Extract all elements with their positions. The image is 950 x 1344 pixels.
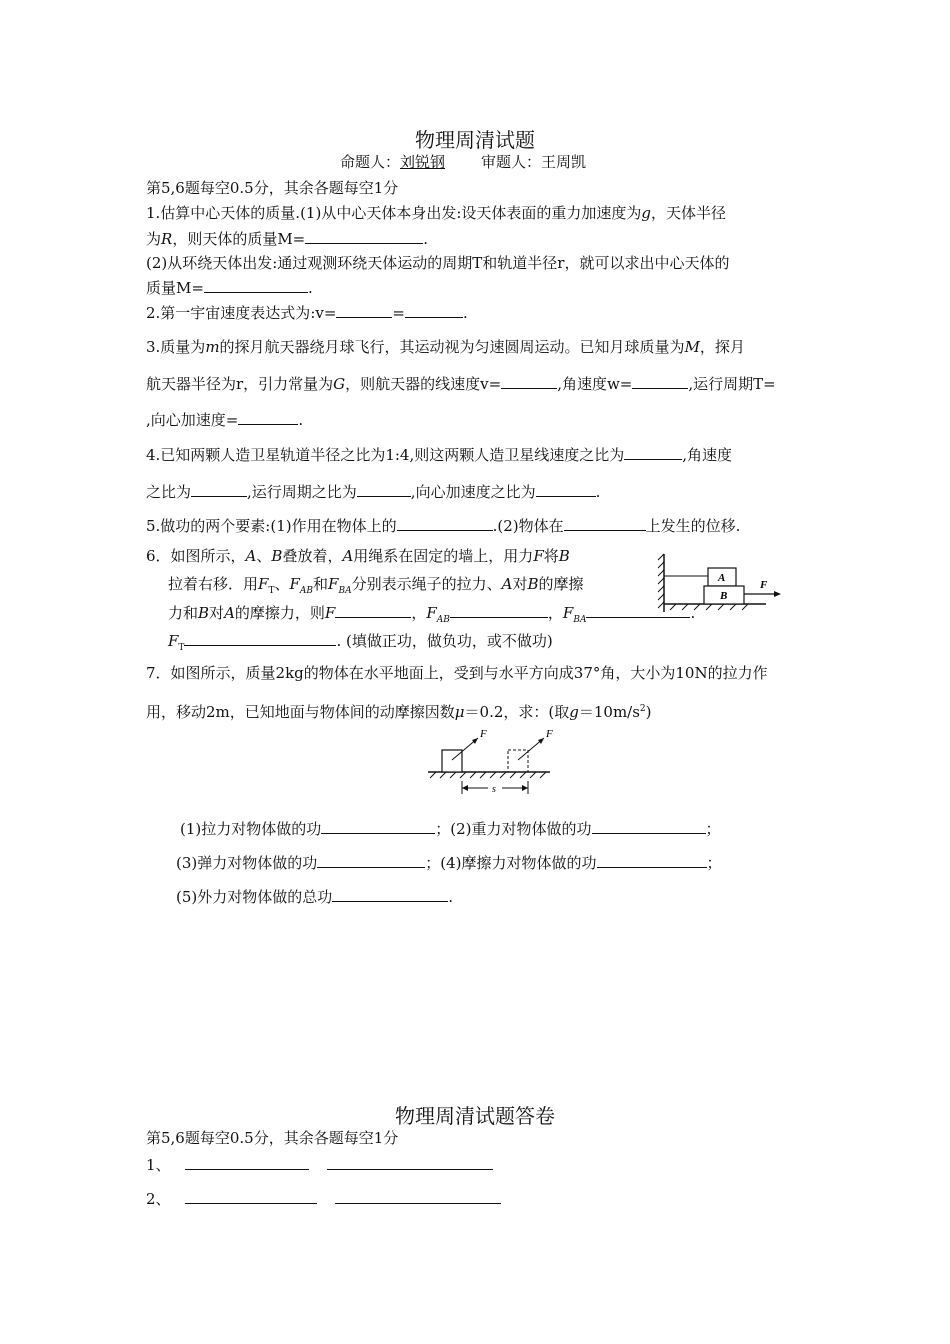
q7-blank-4[interactable] xyxy=(597,852,707,868)
answer-2-blank-1[interactable] xyxy=(185,1188,317,1204)
authors-line: 命题人：刘锐钢 审题人：王周凯 xyxy=(340,153,587,171)
q3-line2: 航天器半径为r，引力常量为G，则航天器的线速度v= ,角速度w= ,运行周期T= xyxy=(146,375,776,393)
q7-blank-3[interactable] xyxy=(317,852,425,868)
q6-line1: 6．如图所示，A、B叠放着，A用绳系在固定的墙上，用力F将B xyxy=(146,547,570,565)
q7-parts-12: (1)拉力对物体做的功 ；(2)重力对物体做的功 ； xyxy=(180,820,721,838)
block-b-label: B xyxy=(720,590,728,602)
q6-figure xyxy=(656,552,786,616)
q7-block-start xyxy=(442,750,462,772)
q6-line4: $F_T$ . (填做正功，做负功，或不做功) xyxy=(168,632,553,653)
q7-blank-2[interactable] xyxy=(592,818,706,834)
q5-blank-2[interactable] xyxy=(564,515,646,531)
reviewer-name: 王周凯 xyxy=(541,153,587,171)
q4-blank-4[interactable] xyxy=(536,481,596,497)
q6-line3: 力和B对A的摩擦力，则F ，$F_{AB}$ ，$F_{BA}$ . xyxy=(168,604,696,625)
q4-blank-2[interactable] xyxy=(191,481,247,497)
answer-row-2: 2、 xyxy=(146,1188,808,1209)
q6-line2: 拉着右移．用$F_T$、$F_{AB}$和$F_{BA}$分别表示绳子的拉力、A对B的摩擦 xyxy=(168,575,584,596)
answer-2-blank-2[interactable] xyxy=(335,1188,501,1204)
scoring-note: 第5,6题每空0.5分，其余各题每空1分 xyxy=(146,179,399,197)
q7-parts-34: (3)弹力对物体做的功 ；(4)摩擦力对物体做的功 ； xyxy=(176,854,722,872)
q4-line2: 之比为 ,运行周期之比为 ,向心加速度之比为 . xyxy=(146,483,601,501)
q2-blank-2[interactable] xyxy=(405,302,463,318)
q3-blank-4[interactable] xyxy=(238,409,298,425)
q7-figure xyxy=(426,726,552,798)
answer-row-1: 1、 xyxy=(146,1154,808,1175)
q1-line4: 质量M= . xyxy=(146,279,313,297)
q6-blank-FT[interactable] xyxy=(184,630,336,646)
q7-blank-5[interactable] xyxy=(332,886,448,902)
q5-line: 5.做功的两个要素:(1)作用在物体上的 .(2)物体在 上发生的位移. xyxy=(146,517,741,535)
q1-line2: 为R，则天体的质量M= . xyxy=(146,230,429,248)
q7-force-label-1: F xyxy=(480,728,487,740)
q1-line3: (2)从环绕天体出发:通过观测环绕天体运动的周期T和轨道半径r，就可以求出中心天体的 xyxy=(146,254,730,272)
q5-blank-1[interactable] xyxy=(397,515,493,531)
q3-blank-2[interactable] xyxy=(632,373,688,389)
q1-line1: 1.估算中心天体的质量.(1)从中心天体本身出发:设天体表面的重力加速度为g，天体半径 xyxy=(146,204,727,222)
block-a-label: A xyxy=(718,572,726,584)
q4-line1: 4.已知两颗人造卫星轨道半径之比为1:4,则这两颗人造卫星线速度之比为 ,角速度 xyxy=(146,446,733,464)
q1-blank-1[interactable] xyxy=(305,228,423,244)
answer-scoring: 第5,6题每空0.5分，其余各题每空1分 xyxy=(146,1129,399,1147)
q3-line3: ,向心加速度= . xyxy=(146,411,304,429)
q7-distance-label: s xyxy=(492,784,496,795)
answer-1-blank-1[interactable] xyxy=(185,1154,309,1170)
force-label: F xyxy=(760,579,768,591)
q2-blank-1[interactable] xyxy=(336,302,392,318)
q7-blank-1[interactable] xyxy=(321,818,435,834)
setter-name: 刘锐钢 xyxy=(400,153,446,171)
q3-blank-1[interactable] xyxy=(501,373,557,389)
q7-line2: 用，移动2m，已知地面与物体间的动摩擦因数μ＝0.2，求：(取$g=10m/s^2$) xyxy=(146,703,652,721)
answer-1-blank-2[interactable] xyxy=(327,1154,493,1170)
q2-line: 2.第一宇宙速度表达式为:v= = . xyxy=(146,304,468,322)
q7-block-end xyxy=(508,750,528,772)
q7-parts-5: (5)外力对物体做的总功 . xyxy=(176,888,454,906)
q4-blank-3[interactable] xyxy=(357,481,411,497)
q7-force-label-2: F xyxy=(546,728,553,740)
q4-blank-1[interactable] xyxy=(624,444,682,460)
q6-blank-FAB[interactable] xyxy=(450,602,548,618)
q1-blank-2[interactable] xyxy=(204,277,308,293)
answer-title: 物理周清试题答卷 xyxy=(395,1104,555,1128)
q3-line1: 3.质量为m的探月航天器绕月球飞行，其运动视为匀速圆周运动。已知月球质量为M，探月 xyxy=(146,338,745,356)
q7-line1: 7．如图所示，质量2kg的物体在水平地面上，受到与水平方向成37°角，大小为10N的拉力作 xyxy=(146,664,768,682)
exam-title: 物理周清试题 xyxy=(415,128,535,152)
q6-blank-F[interactable] xyxy=(335,602,411,618)
